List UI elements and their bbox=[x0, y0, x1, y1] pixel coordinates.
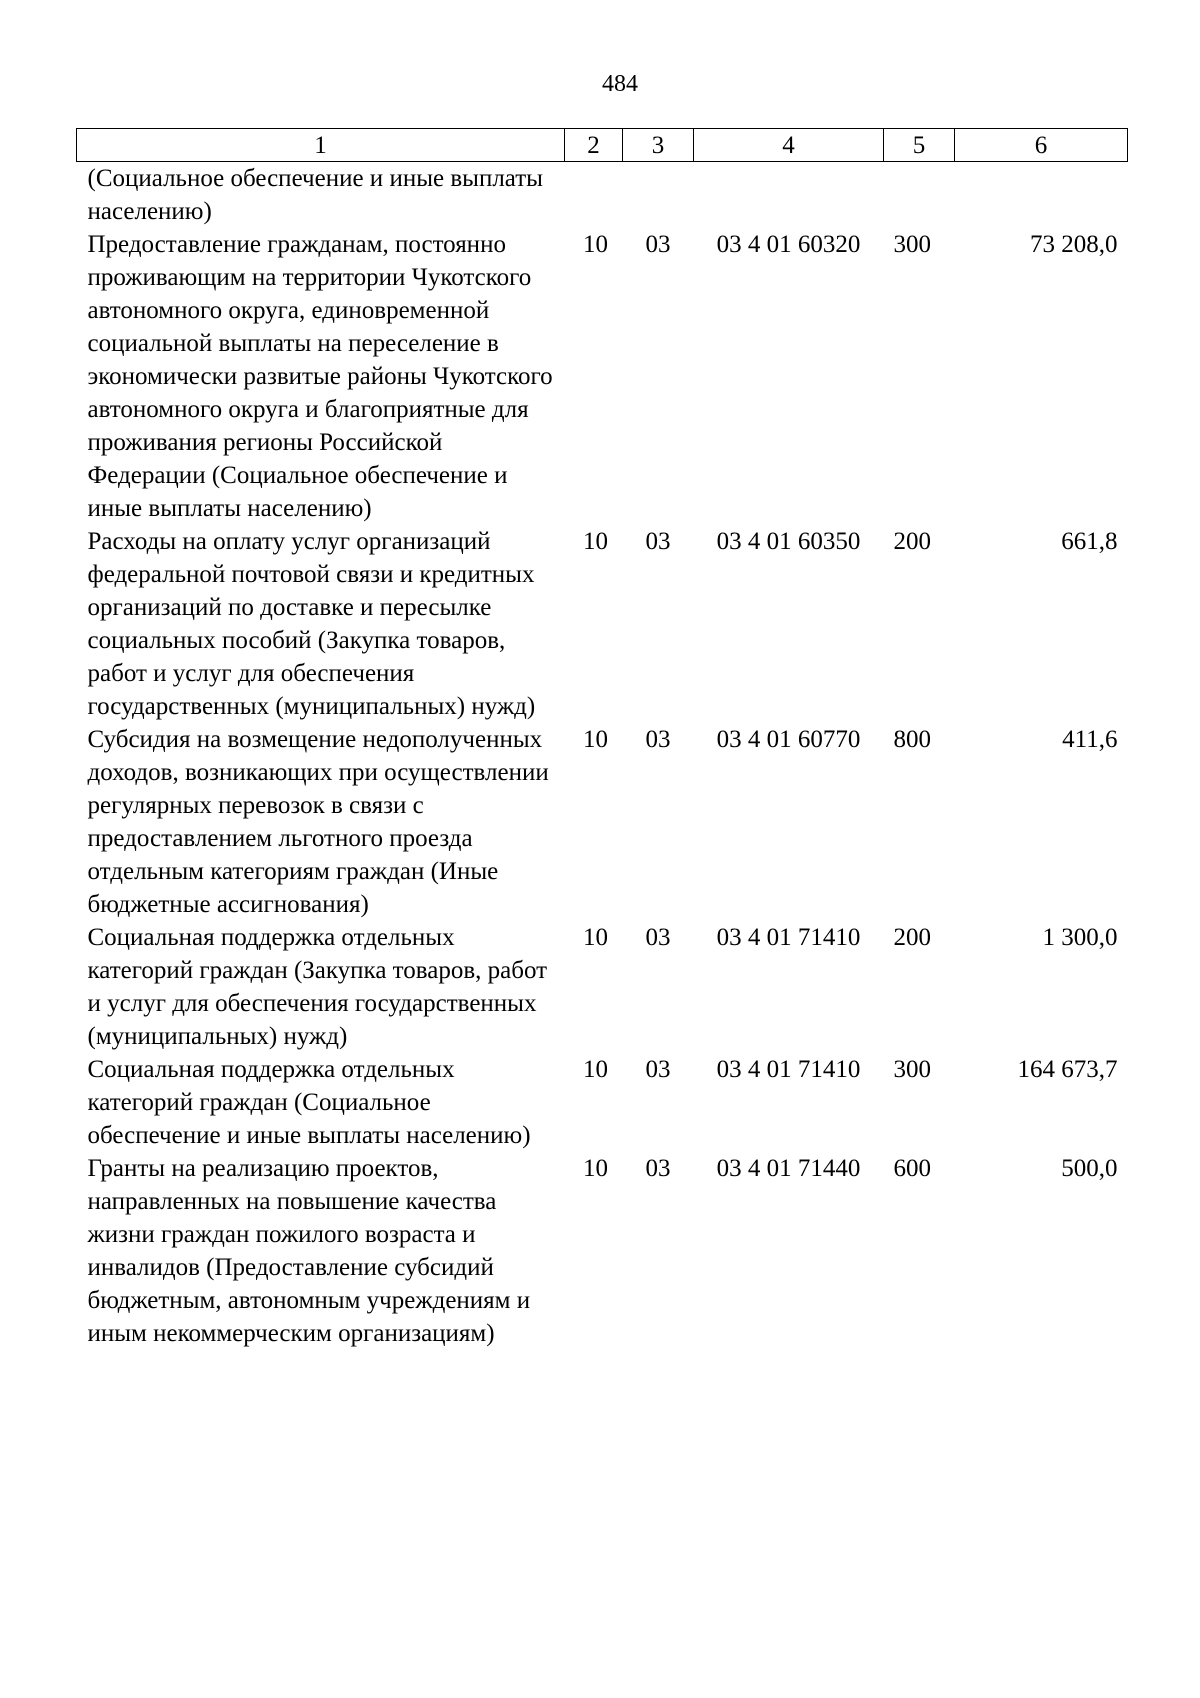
row-name: Субсидия на возмещение недополученных доходов, возникающих при осуществлении регулярных перевозок в связи с предоставлением льготного проезда отдельным категориям граждан (Иные бюджетные ассигнования) bbox=[87, 726, 549, 918]
header-cell-1: 1 bbox=[77, 129, 565, 162]
header-cell-3: 3 bbox=[623, 129, 694, 162]
row-section: 10 bbox=[583, 1155, 608, 1182]
row-target-article bbox=[694, 162, 884, 229]
row-section bbox=[565, 162, 623, 229]
row-section: 10 bbox=[583, 924, 608, 951]
row-section: 10 bbox=[583, 1056, 608, 1083]
table-body bbox=[77, 162, 1128, 1351]
row-subsection: 03 bbox=[645, 924, 671, 951]
header-cell-5: 5 bbox=[884, 129, 955, 162]
row-amount bbox=[955, 162, 1128, 229]
row-target-article: 03 4 01 60770 bbox=[716, 726, 861, 753]
row-target-article: 03 4 01 71410 bbox=[716, 1056, 861, 1083]
row-name: (Социальное обеспечение и иные выплаты населению) bbox=[87, 165, 543, 225]
row-subsection bbox=[623, 162, 694, 229]
budget-table bbox=[76, 128, 1128, 1350]
row-amount: 411,6 bbox=[1062, 726, 1118, 753]
row-subsection: 03 bbox=[645, 528, 671, 555]
row-target-article: 03 4 01 71440 bbox=[716, 1155, 861, 1182]
row-amount: 500,0 bbox=[1061, 1155, 1118, 1182]
row-expense-type bbox=[884, 162, 955, 229]
table-row bbox=[77, 1053, 1128, 1152]
row-name: Расходы на оплату услуг организаций федеральной почтовой связи и кредитных организаций по доставке и пересылке социальных пособий (Закупка товаров, работ и услуг для обеспечения государственных (муниципальных) нужд) bbox=[87, 528, 536, 720]
table-row bbox=[77, 921, 1128, 1053]
header-cell-2: 2 bbox=[565, 129, 623, 162]
row-subsection: 03 bbox=[645, 1056, 671, 1083]
table-row bbox=[77, 525, 1128, 723]
row-section: 10 bbox=[583, 231, 608, 258]
row-subsection: 03 bbox=[645, 231, 671, 258]
row-target-article: 03 4 01 60320 bbox=[716, 231, 861, 258]
row-name: Гранты на реализацию проектов, направленных на повышение качества жизни граждан пожилого возраста и инвалидов (Предоставление субсидий бюджетным, автономным учреждениям и иным некоммерческим организациям) bbox=[87, 1155, 531, 1347]
row-amount: 1 300,0 bbox=[1042, 924, 1118, 951]
row-expense-type: 300 bbox=[893, 231, 931, 258]
budget-table-container bbox=[76, 128, 1127, 1350]
row-expense-type: 800 bbox=[893, 726, 931, 753]
header-row bbox=[77, 129, 1128, 162]
row-name: Социальная поддержка отдельных категорий граждан (Закупка товаров, работ и услуг для обеспечения государственных (муниципальных) нужд) bbox=[87, 924, 548, 1050]
row-subsection: 03 bbox=[645, 726, 671, 753]
row-target-article: 03 4 01 71410 bbox=[716, 924, 861, 951]
row-section: 10 bbox=[583, 528, 608, 555]
row-name: Социальная поддержка отдельных категорий граждан (Социальное обеспечение и иные выплаты населению) bbox=[87, 1056, 531, 1149]
row-section: 10 bbox=[583, 726, 608, 753]
row-name: Предоставление гражданам, постоянно проживающим на территории Чукотского автономного округа, единовременной социальной выплаты на переселение в экономически развитые районы Чукотского автономного округа и благоприятные для проживания регионы Российской Федерации (Социальное обеспечение и иные выплаты населению) bbox=[87, 231, 553, 522]
row-amount: 164 673,7 bbox=[1017, 1056, 1118, 1083]
table-row bbox=[77, 1152, 1128, 1350]
header-cell-6: 6 bbox=[955, 129, 1128, 162]
row-subsection: 03 bbox=[645, 1155, 671, 1182]
table-row bbox=[77, 228, 1128, 525]
table-header bbox=[77, 129, 1128, 162]
row-amount: 73 208,0 bbox=[1030, 231, 1118, 258]
row-expense-type: 600 bbox=[893, 1155, 931, 1182]
row-expense-type: 200 bbox=[893, 924, 931, 951]
table-row bbox=[77, 162, 1128, 229]
row-amount: 661,8 bbox=[1061, 528, 1118, 555]
row-expense-type: 300 bbox=[893, 1056, 931, 1083]
row-target-article: 03 4 01 60350 bbox=[716, 528, 861, 555]
header-cell-4: 4 bbox=[694, 129, 884, 162]
page-number: 484 bbox=[602, 71, 638, 97]
table-row bbox=[77, 723, 1128, 921]
row-expense-type: 200 bbox=[893, 528, 931, 555]
